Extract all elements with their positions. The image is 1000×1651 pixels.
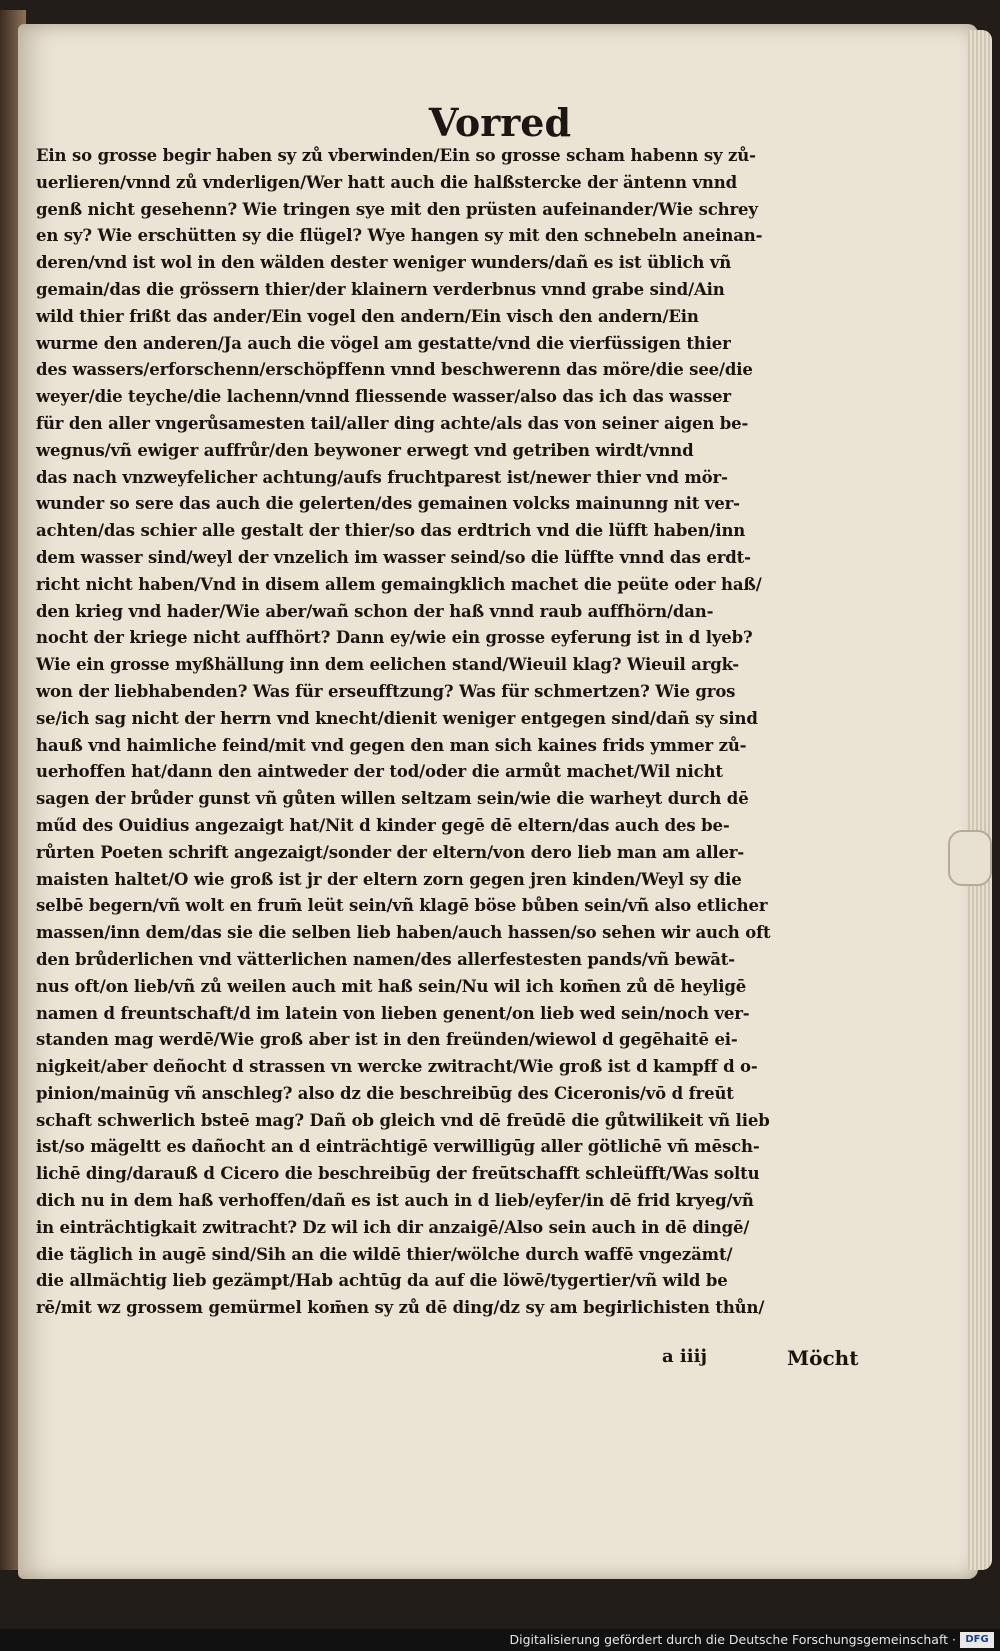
text-line: wunder so sere das auch die gelerten/des gemainen volcks mainunng nit ver-: [36, 494, 740, 514]
text-line: dich nu in dem haß verhoffen/dañ es ist auch in d lieb/eyfer/in dē frid kryeg/vñ: [36, 1191, 754, 1211]
text-line: műd des Ouidius angezaigt hat/Nit d kinder gegē dē eltern/das auch des be-: [36, 815, 730, 835]
text-line: won der liebhabenden? Was für erseufftzung? Was für schmertzen? Wie gros: [36, 681, 736, 701]
text-line: achten/das schier alle gestalt der thier/so das erdtrich vnd die lüfft haben/inn: [36, 521, 746, 541]
text-line: uerlieren/vnnd zů vnderligen/Wer hatt auch die halßstercke der äntenn vnnd: [36, 172, 737, 192]
text-line: nus oft/on lieb/vñ zů weilen auch mit haß sein/Nu wil ich kom̄en zů dē heyligē: [36, 976, 747, 996]
footer-bar: [0, 1629, 1000, 1651]
text-line: Ein so grosse begir haben sy zů vberwinden/Ein so grosse scham habenn sy zů-: [36, 146, 756, 165]
text-line: für den aller vngerůsamesten tail/aller ding achte/als das von seiner aigen be-: [36, 413, 749, 433]
signature-mark: a iiij: [662, 1346, 707, 1367]
text-line: wurme den anderen/Ja auch die vögel am gestatte/vnd die vierfüssigen thier: [36, 333, 731, 353]
page-tab-marker: [948, 830, 992, 886]
body-text: [36, 143, 862, 1322]
text-line: namen d freuntschaft/d im latein von lieben genent/on lieb wed sein/noch ver-: [36, 1003, 750, 1023]
text-line: massen/inn dem/das sie die selben lieb haben/auch hassen/so sehen wir auch oft: [36, 923, 771, 943]
text-line: růrten Poeten schrift angezaigt/sonder der eltern/von dero lieb man am aller-: [36, 842, 745, 862]
text-line: sagen der brůder gunst vñ gůten willen seltzam sein/wie die warheyt durch dē: [36, 789, 749, 809]
text-line: wild thier frißt das ander/Ein vogel den andern/Ein visch den andern/Ein: [36, 306, 699, 326]
text-line: schaft schwerlich bsteē mag? Dañ ob gleich vnd dē freūdē die gůtwilikeit vñ lieb: [36, 1110, 770, 1130]
text-line: dem wasser sind/weyl der vnzelich im wasser seind/so die lüffte vnnd das erdt-: [36, 547, 751, 567]
text-line: des wassers/erforschenn/erschöpffenn vnnd beschwerenn das möre/die see/die: [36, 360, 753, 380]
text-line: genß nicht gesehenn? Wie tringen sye mit den prüsten aufeinander/Wie schrey: [36, 199, 758, 219]
text-line: Wie ein grosse myßhällung inn dem eelichen stand/Wieuil klag? Wieuil argk-: [36, 655, 739, 675]
text-line: hauß vnd haimliche feind/mit vnd gegen den man sich kaines frids ymmer zů-: [36, 735, 747, 755]
text-line: se/ich sag nicht der herrn vnd knecht/dienit weniger entgegen sind/dañ sy sind: [36, 708, 758, 728]
text-line: die täglich in augē sind/Sih an die wildē thier/wölche durch waffē vngezämt/: [36, 1244, 733, 1264]
catchword: Möcht: [787, 1346, 859, 1370]
dfg-logo: DFG: [960, 1632, 994, 1648]
text-line: die allmächtig lieb gezämpt/Hab achtūg da auf die löwē/tygertier/vñ wild be: [36, 1271, 728, 1291]
text-line: rē/mit wz grossem gemürmel kom̄en sy zů dē ding/dz sy am begirlichisten thůn/: [36, 1298, 765, 1318]
text-line: das nach vnzweyfelicher achtung/aufs fruchtparest ist/newer thier vnd mör-: [36, 467, 728, 487]
text-line: gemain/das die grössern thier/der klainern verderbnus vnnd grabe sind/Ain: [36, 279, 725, 299]
text-line: selbē begern/vñ wolt en frum̄ leüt sein/vñ klagē böse bůben sein/vñ also etlicher: [36, 896, 768, 916]
text-line: wegnus/vñ ewiger auffrůr/den beywoner erwegt vnd getriben wirdt/vnnd: [36, 440, 694, 460]
text-line: den krieg vnd hader/Wie aber/wañ schon der haß vnnd raub auffhörn/dan-: [36, 601, 714, 621]
text-line: ist/so mägeltt es dañocht an d einträchtigē verwilligūg aller götlichē vñ mēsch-: [36, 1137, 760, 1157]
text-line: in einträchtigkait zwitracht? Dz wil ich dir anzaigē/Also sein auch in dē dingē/: [36, 1217, 750, 1237]
text-line: den brůderlichen vnd vätterlichen namen/des allerfestesten pands/vñ bewāt-: [36, 949, 735, 969]
page-heading: Vorred: [428, 100, 572, 145]
text-line: en sy? Wie erschütten sy die flügel? Wye hangen sy mit den schnebeln aneinan-: [36, 226, 763, 246]
text-line: nocht der kriege nicht auffhört? Dann ey/wie ein grosse eyferung ist in d lyeb?: [36, 628, 753, 648]
text-line: pinion/mainūg vñ anschleg? also dz die beschreibūg des Ciceronis/vō d freūt: [36, 1083, 734, 1103]
text-line: richt nicht haben/Vnd in disem allem gemaingklich machet die peüte oder haß/: [36, 574, 762, 594]
show-through-bleed: [48, 1372, 748, 1402]
text-line: deren/vnd ist wol in den wälden dester weniger wunders/dañ es ist üblich vñ: [36, 253, 732, 273]
text-line: maisten haltet/O wie groß ist jr der eltern zorn gegen jren kinden/Weyl sy die: [36, 869, 742, 889]
text-line: lichē ding/darauß d Cicero die beschreibūg der freūtschafft schleüfft/Was soltu: [36, 1164, 760, 1184]
footer-credit: Digitalisierung gefördert durch die Deutsche Forschungsgemeinschaft ·: [509, 1632, 956, 1647]
text-line: weyer/die teyche/die lachenn/vnnd fliessende wasser/also das ich das wasser: [36, 387, 731, 407]
text-line: standen mag werdē/Wie groß aber ist in den freünden/wiewol d gegēhaitē ei-: [36, 1030, 738, 1050]
text-line: uerhoffen hat/dann den aintweder der tod/oder die armůt machet/Wil nicht: [36, 762, 723, 782]
page-stack-edge: [968, 30, 992, 1570]
text-line: nigkeit/aber deñocht d strassen vn wercke zwitracht/Wie groß ist d kampff d o-: [36, 1057, 758, 1077]
